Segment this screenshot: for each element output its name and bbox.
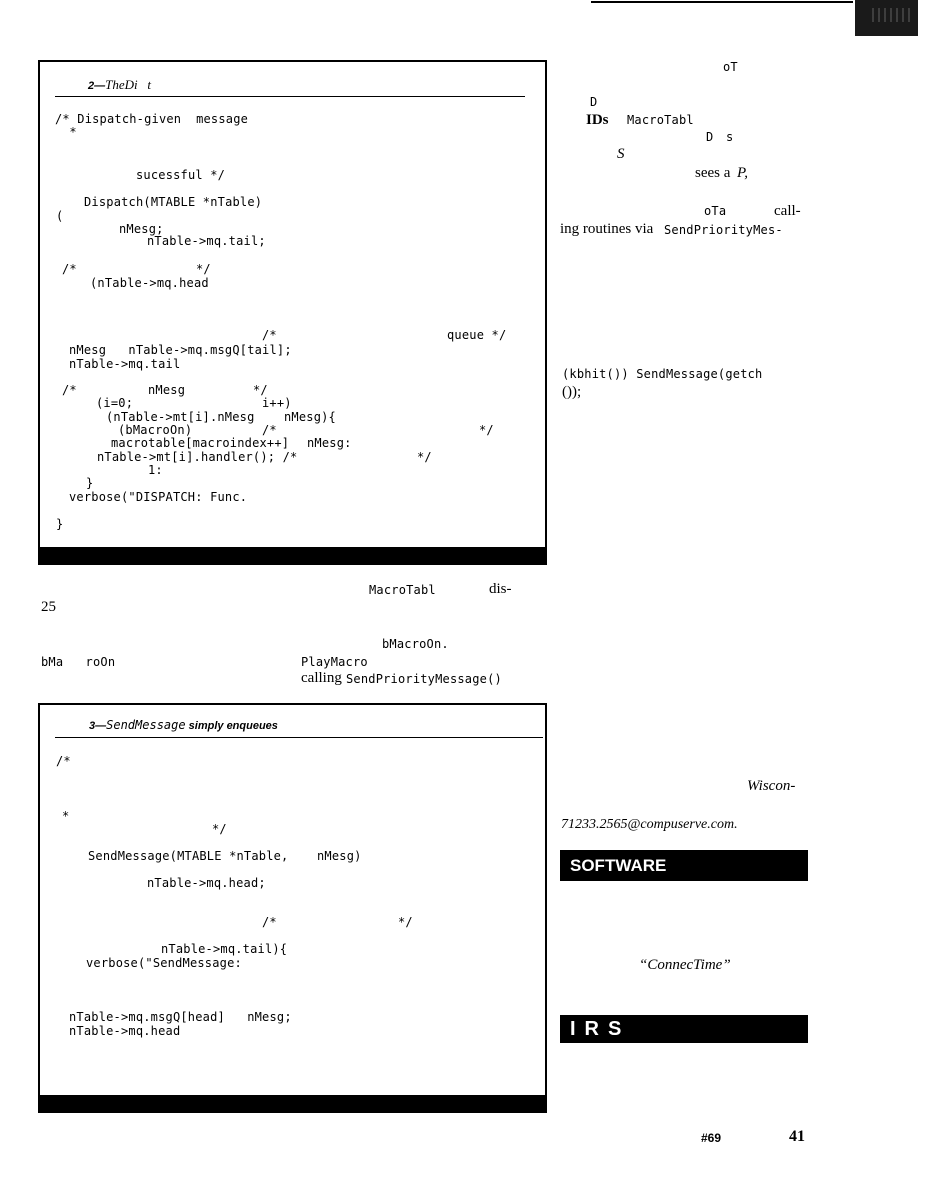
code-line: /* xyxy=(62,383,77,397)
code-line: macrotable[macroindex++] xyxy=(111,436,290,450)
text-fragment: sees a xyxy=(695,165,731,181)
code-line: ( xyxy=(56,209,64,223)
text-fragment: ing routines via xyxy=(560,221,654,237)
figure-3-caption: 3—SendMessage simply enqueues xyxy=(89,718,278,732)
code-line: SendMessage(MTABLE *nTable, xyxy=(88,849,289,863)
text-fragment: S xyxy=(617,146,625,162)
code-line: Dispatch(MTABLE *nTable) xyxy=(84,195,263,209)
issue-number: #69 xyxy=(701,1131,722,1145)
text-fragment: bMacroOn. xyxy=(382,637,449,651)
figure-3-box xyxy=(38,703,547,1113)
text-fragment: (kbhit()) SendMessage(getch xyxy=(562,367,763,381)
code-line: (i=0; xyxy=(96,396,134,410)
text-fragment: D xyxy=(590,95,598,109)
text-fragment: dis- xyxy=(489,581,512,597)
code-line: nTable->mt[i].handler(); /* xyxy=(97,450,298,464)
irs-section-header: IRS xyxy=(560,1015,808,1043)
code-line: queue */ xyxy=(447,328,507,342)
code-line: nMesg xyxy=(148,383,186,397)
figure-2-caption-rule xyxy=(55,96,525,97)
figure-2-bottom-bar xyxy=(40,547,545,565)
figure-3-caption-rule xyxy=(55,737,543,738)
code-line: verbose("DISPATCH: Func. xyxy=(69,490,248,504)
code-line: /* xyxy=(262,328,277,342)
text-fragment: 25 xyxy=(41,599,56,615)
code-line: (bMacroOn) xyxy=(118,423,193,437)
code-line: */ xyxy=(196,262,211,276)
text-fragment: oT xyxy=(723,60,738,74)
code-line: } xyxy=(86,476,94,490)
code-line: * xyxy=(62,809,70,823)
author-email: 71233.2565@compuserve.com. xyxy=(561,817,738,832)
text-fragment: IDs xyxy=(586,112,609,128)
text-fragment: “ConnecTime” xyxy=(639,957,731,973)
code-line: } xyxy=(56,517,64,531)
text-fragment: SendPriorityMessage() xyxy=(346,672,502,686)
code-line: /* Dispatch-given message xyxy=(55,112,249,126)
code-line: nMesg) xyxy=(317,849,362,863)
text-fragment: bMa roOn xyxy=(41,655,116,669)
corner-tab-graphic xyxy=(855,0,918,36)
code-line: */ xyxy=(398,915,413,929)
software-section-header: SOFTWARE xyxy=(560,850,808,881)
code-line: nTable->mq.tail){ xyxy=(161,942,288,956)
code-line: /* xyxy=(262,915,277,929)
code-line: * xyxy=(62,125,77,139)
code-line: */ xyxy=(253,383,268,397)
code-line: nTable->mq.head; xyxy=(147,876,266,890)
text-fragment: s xyxy=(726,130,734,144)
code-line: /* xyxy=(56,754,71,768)
text-fragment: MacroTabl xyxy=(627,113,694,127)
code-line: nTable->mq.msgQ[head] nMesg; xyxy=(69,1010,292,1024)
text-fragment: oTa xyxy=(704,204,727,218)
text-fragment: D xyxy=(706,130,714,144)
code-line: nMesg: xyxy=(307,436,352,450)
figure-3-bottom-bar xyxy=(40,1095,545,1113)
code-line: /* xyxy=(262,423,277,437)
code-line: nMesg; xyxy=(119,222,164,236)
code-line: verbose("SendMessage: xyxy=(86,956,242,970)
figure-2-caption: 2—TheDi t xyxy=(88,77,151,92)
code-line: */ xyxy=(479,423,494,437)
code-line: sucessful */ xyxy=(136,168,226,182)
text-fragment: MacroTabl xyxy=(369,583,436,597)
text-fragment: ()); xyxy=(562,384,582,400)
code-line: i++) xyxy=(262,396,292,410)
page-number: 41 xyxy=(789,1128,805,1145)
code-line: */ xyxy=(417,450,432,464)
code-line: 1: xyxy=(148,463,163,477)
code-line: nMesg){ xyxy=(284,410,336,424)
code-line: */ xyxy=(212,822,227,836)
code-line: nMesg nTable->mq.msgQ[tail]; xyxy=(69,343,292,357)
header-rule xyxy=(591,1,853,3)
code-line: (nTable->mt[i].nMesg xyxy=(106,410,255,424)
code-line: (nTable->mq.head xyxy=(90,276,209,290)
code-line: nTable->mq.tail; xyxy=(147,234,266,248)
text-fragment: SendPriorityMes- xyxy=(664,223,783,237)
text-fragment: calling xyxy=(301,670,342,686)
code-line: nTable->mq.head xyxy=(69,1024,181,1038)
code-line: /* xyxy=(62,262,77,276)
code-line: nTable->mq.tail xyxy=(69,357,181,371)
text-fragment: Wiscon- xyxy=(747,778,796,794)
text-fragment: call- xyxy=(774,203,801,219)
text-fragment: P, xyxy=(737,165,748,181)
text-fragment: PlayMacro xyxy=(301,655,368,669)
